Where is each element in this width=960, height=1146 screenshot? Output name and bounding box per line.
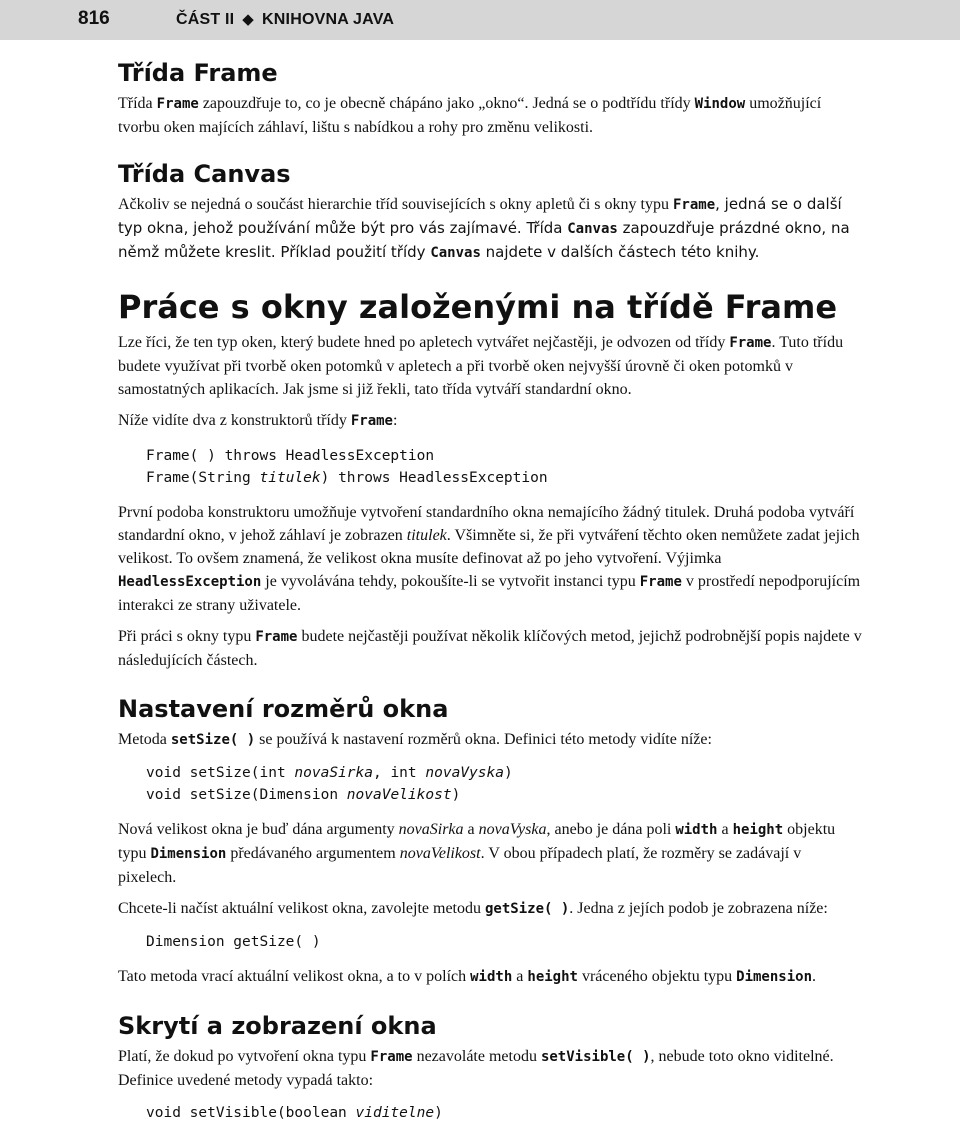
heading-skryti-zobrazeni: Skrytí a zobrazení okna [118, 1012, 437, 1040]
code-block-constructors [146, 445, 863, 489]
paragraph-size-3: Chcete-li načíst aktuální velikost okna, zavolejte metodu getSize( ). Jedna z jejích podob je zobrazena níže: [118, 900, 828, 917]
heading-prace-s-okny: Práce s okny založenými na třídě Frame [118, 288, 838, 326]
heading-canvas: Třída Canvas [118, 160, 291, 188]
heading-nastaveni-rozmeru: Nastavení rozměrů okna [118, 695, 449, 723]
paragraph-visible-1: Platí, že dokud po vytvoření okna typu Frame nezavoláte metodu setVisible( ), nebude toto okno viditelné. Definice uvedené metody vypadá takto: [118, 1048, 834, 1089]
paragraph-size-4: Tato metoda vrací aktuální velikost okna, a to v polích width a height vráceného objektu typu Dimension. [118, 968, 816, 985]
code-block-getsize [146, 931, 863, 953]
code-line: Frame( ) throws HeadlessException [146, 448, 435, 464]
paragraph-frame: Třída Frame zapouzdřuje to, co je obecně chápáno jako „okno“. Jedná se o podtřídu třídy Window umožňující tvorbu oken majících záhlaví, lištu s nabídkou a rohy pro změnu velikosti. [118, 95, 822, 136]
code-line: void setSize(int novaSirka, int novaVyska) [146, 765, 513, 781]
code-block-setvisible [146, 1102, 863, 1124]
part-label: ČÁST II [176, 11, 235, 28]
running-title [176, 10, 394, 29]
running-header [0, 0, 960, 40]
paragraph-canvas: Ačkoliv se nejedná o součást hierarchie tříd souvisejících s okny apletů či s okny typu Frame, jedná se o další typ okna, jehož používání může být pro vás zajímavé. Třída Canvas zapouzdřuje prázdné okno, na němž můžete kreslit. Příklad použití třídy Canvas najdete v dalších částech této knihy. [118, 195, 850, 261]
paragraph-prace-1: Lze říci, že ten typ oken, který budete hned po apletech vytvářet nejčastěji, je odvozen od třídy Frame. Tuto třídu budete využívat při tvorbě oken potomků v apletech a při tvorbě oken nejvyšší úrovně či oken potomků v samostatných aplikacích. Jak jsme si již řekli, tato třída vytváří standardní okno. [118, 334, 844, 398]
book-part-title: KNIHOVNA JAVA [262, 11, 395, 28]
paragraph-prace-4: Při práci s okny typu Frame budete nejčastěji používat několik klíčových metod, jejichž podrobnější popis najdete v následujících částech. [118, 628, 862, 669]
page-content [118, 58, 863, 1124]
code-line: void setVisible(boolean viditelne) [146, 1105, 443, 1121]
paragraph-prace-3: První podoba konstruktoru umožňuje vytvoření standardního okna nemajícího žádný titulek. Druhá podoba vytváří standardní okno, v jehož záhlaví je zobrazen titulek. Všimněte si, že při vytváření těchto oken nemůžete zadat jejich velikost. To ovšem znamená, že velikost okna musíte definovat až po jeho vytvoření. Výjimka HeadlessException je vyvolávána tehdy, pokoušíte-li se vytvořit instanci typu Frame v prostředí nepodporujícím interakci ze strany uživatele. [118, 504, 861, 614]
code-line: Frame(String titulek) throws HeadlessException [146, 470, 548, 486]
page-number: 816 [78, 8, 110, 29]
paragraph-prace-2: Níže vidíte dva z konstruktorů třídy Frame: [118, 412, 398, 429]
code-block-setsize [146, 762, 863, 806]
code-line: Dimension getSize( ) [146, 934, 321, 950]
paragraph-size-2: Nová velikost okna je buď dána argumenty novaSirka a novaVyska, anebo je dána poli width a height objektu typu Dimension předávaného argumentem novaVelikost. V obou případech platí, že rozměry se zadávají v pixelech. [118, 821, 836, 886]
diamond-separator-icon: ◆ [242, 11, 255, 28]
code-line: void setSize(Dimension novaVelikost) [146, 787, 461, 803]
paragraph-size-1: Metoda setSize( ) se používá k nastavení rozměrů okna. Definici této metody vidíte níže: [118, 731, 712, 748]
heading-frame: Třída Frame [118, 59, 278, 87]
